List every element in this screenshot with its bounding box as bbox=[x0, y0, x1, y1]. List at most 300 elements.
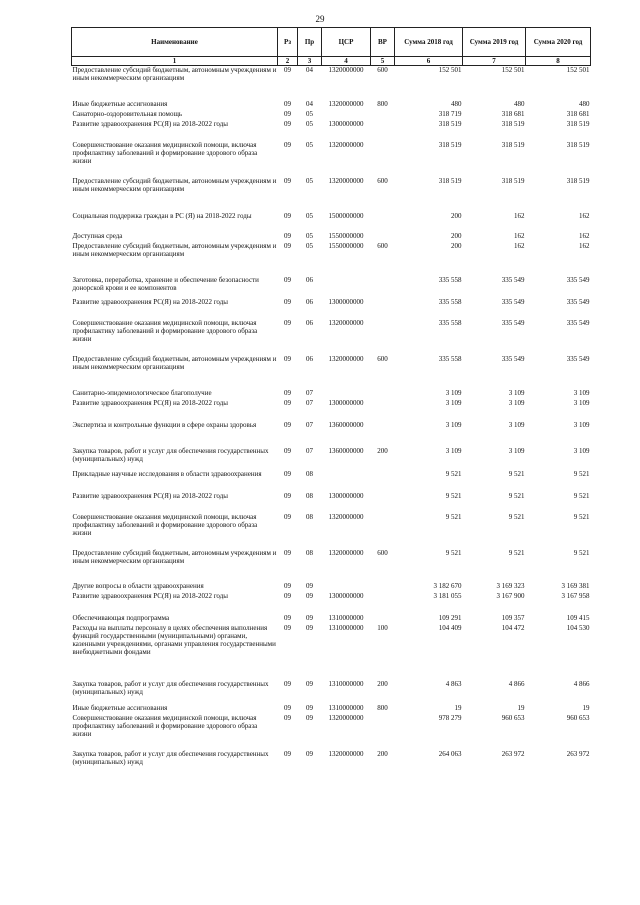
row-spacer bbox=[72, 542, 591, 549]
row-sum-2020: 263 972 bbox=[566, 750, 590, 758]
row-pr: 07 bbox=[306, 421, 313, 429]
table-row bbox=[72, 750, 591, 770]
row-csr: 1360000000 bbox=[328, 421, 364, 429]
table-row bbox=[72, 212, 591, 232]
table-row bbox=[72, 389, 591, 399]
row-sum-2020: 162 bbox=[579, 242, 590, 250]
row-name: Иные бюджетные ассигнования bbox=[72, 100, 168, 108]
row-rz: 09 bbox=[284, 298, 291, 306]
table-row bbox=[72, 492, 591, 502]
row-vr bbox=[371, 110, 395, 120]
row-sum-2020: 109 415 bbox=[566, 614, 590, 622]
row-csr: 1320000000 bbox=[328, 319, 364, 327]
row-sum-2019: 4 866 bbox=[508, 680, 525, 688]
row-pr: 09 bbox=[306, 680, 313, 688]
row-name: Предоставление субсидий бюджетным, автономным учреждениям и иным некоммерческим организациям bbox=[72, 66, 277, 82]
row-sum-2019: 318 519 bbox=[501, 177, 525, 185]
row-rz: 09 bbox=[284, 399, 291, 407]
row-spacer bbox=[72, 673, 591, 680]
row-sum-2019: 480 bbox=[514, 100, 525, 108]
row-csr: 1320000000 bbox=[328, 355, 364, 363]
row-sum-2019: 9 521 bbox=[508, 513, 525, 521]
row-sum-2020: 3 167 958 bbox=[561, 592, 590, 600]
row-csr: 1300000000 bbox=[328, 592, 364, 600]
row-sum-2020: 3 109 bbox=[573, 421, 590, 429]
row-sum-2018: 9 521 bbox=[445, 492, 462, 500]
row-sum-2020: 318 519 bbox=[566, 120, 590, 128]
column-number: 8 bbox=[526, 57, 591, 66]
row-vr bbox=[371, 120, 395, 130]
row-spacer bbox=[72, 602, 591, 614]
row-csr: 1360000000 bbox=[328, 447, 364, 455]
row-sum-2020: 9 521 bbox=[573, 470, 590, 478]
row-vr: 800 bbox=[377, 100, 388, 108]
row-vr: 600 bbox=[377, 177, 388, 185]
row-sum-2019: 162 bbox=[514, 232, 525, 240]
row-sum-2019: 318 519 bbox=[501, 120, 525, 128]
row-rz: 09 bbox=[284, 177, 291, 185]
row-sum-2019: 960 653 bbox=[501, 714, 525, 722]
row-sum-2020: 3 109 bbox=[573, 447, 590, 455]
row-pr: 07 bbox=[306, 399, 313, 407]
row-sum-2019: 162 bbox=[514, 242, 525, 250]
row-spacer bbox=[72, 569, 591, 582]
header-csr: ЦСР bbox=[322, 28, 371, 57]
row-sum-2019: 19 bbox=[517, 704, 525, 712]
budget-table bbox=[71, 27, 591, 770]
row-csr: 1320000000 bbox=[328, 714, 364, 722]
row-sum-2020: 335 549 bbox=[566, 298, 590, 306]
row-pr: 05 bbox=[306, 242, 313, 250]
row-sum-2018: 335 558 bbox=[438, 319, 462, 327]
row-pr: 05 bbox=[306, 120, 313, 128]
table-row bbox=[72, 680, 591, 700]
row-sum-2018: 4 863 bbox=[445, 680, 462, 688]
row-rz: 09 bbox=[284, 614, 291, 622]
row-csr bbox=[322, 470, 371, 490]
row-sum-2019: 263 972 bbox=[501, 750, 525, 758]
row-name: Доступная среда bbox=[72, 232, 123, 240]
spacer-cell bbox=[72, 569, 591, 582]
row-csr: 1320000000 bbox=[328, 750, 364, 758]
header-name: Наименование bbox=[72, 28, 278, 57]
row-rz: 09 bbox=[284, 389, 291, 397]
row-sum-2020: 9 521 bbox=[573, 549, 590, 557]
row-pr: 09 bbox=[306, 582, 313, 590]
row-sum-2019: 9 521 bbox=[508, 470, 525, 478]
row-sum-2019: 335 549 bbox=[501, 355, 525, 363]
row-vr bbox=[371, 399, 395, 409]
table-row bbox=[72, 276, 591, 296]
row-name: Совершенствование оказания медицинской помощи, включая профилактику заболеваний и формирование здорового образа жизни bbox=[72, 513, 258, 537]
row-pr: 05 bbox=[306, 141, 313, 149]
row-pr: 05 bbox=[306, 232, 313, 240]
row-sum-2018: 264 063 bbox=[438, 750, 462, 758]
row-vr: 600 bbox=[377, 242, 388, 250]
spacer-cell bbox=[72, 348, 591, 355]
row-vr bbox=[371, 492, 395, 502]
row-csr: 1300000000 bbox=[328, 399, 364, 407]
row-sum-2018: 318 519 bbox=[438, 141, 462, 149]
row-sum-2018: 3 109 bbox=[445, 421, 462, 429]
row-spacer bbox=[72, 262, 591, 276]
spacer-cell bbox=[72, 409, 591, 421]
row-csr: 1300000000 bbox=[328, 120, 364, 128]
header-row bbox=[72, 28, 591, 57]
column-number: 1 bbox=[72, 57, 278, 66]
row-sum-2018: 152 501 bbox=[438, 66, 462, 74]
header-vr: ВР bbox=[371, 28, 395, 57]
row-vr: 600 bbox=[377, 66, 388, 74]
page-number: 29 bbox=[315, 14, 325, 24]
row-sum-2019: 3 169 323 bbox=[496, 582, 525, 590]
row-sum-2018: 335 558 bbox=[438, 276, 462, 284]
row-sum-2018: 3 109 bbox=[445, 389, 462, 397]
row-csr: 1320000000 bbox=[328, 141, 364, 149]
header-pr: Пр bbox=[298, 28, 322, 57]
row-rz: 09 bbox=[284, 750, 291, 758]
row-csr: 1500000000 bbox=[328, 212, 364, 220]
row-sum-2019: 104 472 bbox=[501, 624, 525, 632]
row-rz: 09 bbox=[284, 141, 291, 149]
row-csr bbox=[322, 582, 371, 592]
row-pr: 09 bbox=[306, 624, 313, 632]
row-name: Расходы на выплаты персоналу в целях обеспечения выполнения функций государственными (муниципальными) органами, казенными учреждениями, органами управления государственными внебюджетными фондами bbox=[72, 624, 276, 656]
row-name: Предоставление субсидий бюджетным, автономным учреждениям и иным некоммерческим организациям bbox=[72, 177, 277, 193]
table-row bbox=[72, 355, 591, 375]
row-vr: 200 bbox=[377, 680, 388, 688]
row-sum-2018: 335 558 bbox=[438, 298, 462, 306]
row-name: Развитие здравоохранения РС(Я) на 2018-2022 годы bbox=[72, 492, 228, 500]
table-row bbox=[72, 470, 591, 490]
spacer-cell bbox=[72, 130, 591, 141]
row-sum-2020: 480 bbox=[579, 100, 590, 108]
row-sum-2020: 335 549 bbox=[566, 276, 590, 284]
column-number: 3 bbox=[298, 57, 322, 66]
column-number: 4 bbox=[322, 57, 371, 66]
table-row bbox=[72, 110, 591, 120]
row-csr: 1320000000 bbox=[328, 549, 364, 557]
row-rz: 09 bbox=[284, 549, 291, 557]
row-vr bbox=[371, 298, 395, 308]
table-row bbox=[72, 704, 591, 714]
row-csr: 1550000000 bbox=[328, 242, 364, 250]
row-pr: 04 bbox=[306, 66, 313, 74]
row-sum-2020: 152 501 bbox=[566, 66, 590, 74]
row-sum-2019: 9 521 bbox=[508, 492, 525, 500]
row-vr bbox=[371, 212, 395, 232]
row-sum-2018: 19 bbox=[454, 704, 462, 712]
table-row bbox=[72, 714, 591, 743]
table-row bbox=[72, 582, 591, 592]
row-spacer bbox=[72, 170, 591, 177]
row-name: Прикладные научные исследования в области здравоохранения bbox=[72, 470, 262, 478]
row-csr: 1300000000 bbox=[328, 298, 364, 306]
row-pr: 09 bbox=[306, 592, 313, 600]
row-sum-2018: 109 291 bbox=[438, 614, 462, 622]
row-name: Развитие здравоохранения РС(Я) на 2018-2022 годы bbox=[72, 592, 228, 600]
row-name: Развитие здравоохранения РС(Я) на 2018-2022 годы bbox=[72, 120, 228, 128]
row-sum-2019: 3 109 bbox=[508, 421, 525, 429]
spacer-cell bbox=[72, 673, 591, 680]
row-rz: 09 bbox=[284, 680, 291, 688]
row-pr: 05 bbox=[306, 177, 313, 185]
row-spacer bbox=[72, 130, 591, 141]
table-row bbox=[72, 242, 591, 262]
row-sum-2018: 318 719 bbox=[438, 110, 462, 118]
row-csr: 1310000000 bbox=[328, 704, 364, 712]
row-vr bbox=[371, 389, 395, 399]
row-sum-2018: 318 519 bbox=[438, 177, 462, 185]
row-rz: 09 bbox=[284, 276, 291, 284]
row-spacer bbox=[72, 409, 591, 421]
row-rz: 09 bbox=[284, 242, 291, 250]
row-sum-2018: 318 519 bbox=[438, 120, 462, 128]
row-vr bbox=[371, 614, 395, 624]
row-vr bbox=[371, 141, 395, 170]
row-csr: 1550000000 bbox=[328, 232, 364, 240]
row-sum-2018: 200 bbox=[451, 242, 462, 250]
row-spacer bbox=[72, 375, 591, 389]
row-sum-2020: 3 109 bbox=[573, 399, 590, 407]
spacer-cell bbox=[72, 308, 591, 319]
row-sum-2019: 3 167 900 bbox=[496, 592, 525, 600]
table-row bbox=[72, 399, 591, 409]
row-vr bbox=[371, 513, 395, 542]
row-spacer bbox=[72, 308, 591, 319]
row-name: Совершенствование оказания медицинской помощи, включая профилактику заболеваний и формирование здорового образа жизни bbox=[72, 319, 258, 343]
row-sum-2020: 318 519 bbox=[566, 141, 590, 149]
row-pr: 08 bbox=[306, 492, 313, 500]
row-name: Санаторно-оздоровительная помощь bbox=[72, 110, 183, 118]
row-csr: 1320000000 bbox=[328, 177, 364, 185]
row-sum-2020: 104 530 bbox=[566, 624, 590, 632]
table-row bbox=[72, 319, 591, 348]
row-csr: 1310000000 bbox=[328, 614, 364, 622]
row-sum-2018: 104 409 bbox=[438, 624, 462, 632]
row-rz: 09 bbox=[284, 100, 291, 108]
row-csr: 1320000000 bbox=[328, 513, 364, 521]
row-rz: 09 bbox=[284, 470, 291, 478]
row-spacer bbox=[72, 348, 591, 355]
row-vr: 200 bbox=[377, 750, 388, 758]
row-pr: 08 bbox=[306, 549, 313, 557]
row-pr: 09 bbox=[306, 750, 313, 758]
spacer-cell bbox=[72, 602, 591, 614]
column-number: 5 bbox=[371, 57, 395, 66]
row-sum-2018: 335 558 bbox=[438, 355, 462, 363]
row-vr bbox=[371, 276, 395, 296]
row-name: Предоставление субсидий бюджетным, автономным учреждениям и иным некоммерческим организациям bbox=[72, 242, 277, 258]
row-name: Развитие здравоохранения РС(Я) на 2018-2022 годы bbox=[72, 298, 228, 306]
row-sum-2019: 3 109 bbox=[508, 389, 525, 397]
row-pr: 08 bbox=[306, 470, 313, 478]
row-pr: 06 bbox=[306, 319, 313, 327]
row-name: Закупка товаров, работ и услуг для обеспечения государственных (муниципальных) нужд bbox=[72, 750, 269, 766]
row-name: Развитие здравоохранения РС(Я) на 2018-2022 годы bbox=[72, 399, 228, 407]
header-rz: Рз bbox=[278, 28, 298, 57]
row-sum-2020: 19 bbox=[582, 704, 590, 712]
row-sum-2018: 200 bbox=[451, 212, 462, 220]
header-sum-2020: Сумма 2020 год bbox=[526, 28, 591, 57]
row-sum-2018: 3 181 055 bbox=[433, 592, 462, 600]
row-rz: 09 bbox=[284, 355, 291, 363]
row-sum-2020: 9 521 bbox=[573, 492, 590, 500]
row-rz: 09 bbox=[284, 624, 291, 632]
row-pr: 06 bbox=[306, 355, 313, 363]
row-pr: 07 bbox=[306, 447, 313, 455]
row-csr bbox=[322, 110, 371, 120]
table-row bbox=[72, 614, 591, 624]
row-sum-2020: 4 866 bbox=[573, 680, 590, 688]
table-row bbox=[72, 513, 591, 542]
row-name: Санитарно-эпидемиологическое благополучие bbox=[72, 389, 212, 397]
row-name: Заготовка, переработка, хранение и обеспечение безопасности донорской крови и ее компонентов bbox=[72, 276, 259, 292]
row-rz: 09 bbox=[284, 110, 291, 118]
row-pr: 04 bbox=[306, 100, 313, 108]
row-sum-2020: 162 bbox=[579, 212, 590, 220]
row-csr: 1320000000 bbox=[328, 100, 364, 108]
row-vr bbox=[371, 470, 395, 490]
row-csr: 1310000000 bbox=[328, 680, 364, 688]
row-spacer bbox=[72, 197, 591, 212]
row-sum-2018: 200 bbox=[451, 232, 462, 240]
row-sum-2018: 9 521 bbox=[445, 470, 462, 478]
row-pr: 09 bbox=[306, 714, 313, 722]
row-name: Другие вопросы в области здравоохранения bbox=[72, 582, 204, 590]
row-name: Иные бюджетные ассигнования bbox=[72, 704, 168, 712]
column-number-row bbox=[72, 57, 591, 66]
table-row bbox=[72, 549, 591, 569]
table-row bbox=[72, 66, 591, 87]
row-name: Совершенствование оказания медицинской помощи, включая профилактику заболеваний и формирование здорового образа жизни bbox=[72, 714, 258, 738]
table-row bbox=[72, 141, 591, 170]
row-pr: 05 bbox=[306, 110, 313, 118]
row-spacer bbox=[72, 743, 591, 750]
row-rz: 09 bbox=[284, 492, 291, 500]
row-sum-2020: 162 bbox=[579, 232, 590, 240]
row-vr: 100 bbox=[377, 624, 388, 632]
row-vr bbox=[371, 319, 395, 348]
spacer-cell bbox=[72, 170, 591, 177]
table-row bbox=[72, 177, 591, 197]
row-rz: 09 bbox=[284, 66, 291, 74]
row-pr: 09 bbox=[306, 614, 313, 622]
row-rz: 09 bbox=[284, 582, 291, 590]
row-sum-2020: 3 109 bbox=[573, 389, 590, 397]
row-name: Обеспечивающая подпрограмма bbox=[72, 614, 170, 622]
row-csr bbox=[322, 276, 371, 296]
row-vr bbox=[371, 714, 395, 743]
row-rz: 09 bbox=[284, 232, 291, 240]
row-spacer bbox=[72, 86, 591, 100]
row-sum-2020: 318 519 bbox=[566, 177, 590, 185]
table-row bbox=[72, 421, 591, 441]
row-vr bbox=[371, 232, 395, 242]
row-sum-2019: 3 109 bbox=[508, 399, 525, 407]
row-sum-2019: 318 681 bbox=[501, 110, 525, 118]
row-rz: 09 bbox=[284, 212, 291, 220]
row-sum-2020: 335 549 bbox=[566, 355, 590, 363]
row-name: Предоставление субсидий бюджетным, автономным учреждениям и иным некоммерческим организациям bbox=[72, 355, 277, 371]
row-name: Закупка товаров, работ и услуг для обеспечения государственных (муниципальных) нужд bbox=[72, 680, 269, 696]
row-sum-2018: 3 109 bbox=[445, 447, 462, 455]
row-pr: 08 bbox=[306, 513, 313, 521]
row-sum-2020: 960 653 bbox=[566, 714, 590, 722]
table-row bbox=[72, 120, 591, 130]
row-sum-2019: 335 549 bbox=[501, 276, 525, 284]
spacer-cell bbox=[72, 542, 591, 549]
row-sum-2020: 318 681 bbox=[566, 110, 590, 118]
row-rz: 09 bbox=[284, 592, 291, 600]
row-csr: 1310000000 bbox=[328, 624, 364, 632]
row-vr: 800 bbox=[377, 704, 388, 712]
row-vr bbox=[371, 592, 395, 602]
row-rz: 09 bbox=[284, 714, 291, 722]
column-number: 7 bbox=[463, 57, 526, 66]
row-sum-2018: 480 bbox=[451, 100, 462, 108]
spacer-cell bbox=[72, 197, 591, 212]
row-csr bbox=[322, 389, 371, 399]
row-sum-2018: 3 109 bbox=[445, 399, 462, 407]
spacer-cell bbox=[72, 262, 591, 276]
row-vr bbox=[371, 421, 395, 441]
spacer-cell bbox=[72, 743, 591, 750]
table-body bbox=[72, 66, 591, 771]
row-pr: 05 bbox=[306, 212, 313, 220]
row-sum-2019: 109 357 bbox=[501, 614, 525, 622]
row-spacer bbox=[72, 502, 591, 513]
row-sum-2018: 3 182 670 bbox=[433, 582, 462, 590]
spacer-cell bbox=[72, 375, 591, 389]
row-pr: 06 bbox=[306, 276, 313, 284]
row-sum-2019: 335 549 bbox=[501, 298, 525, 306]
row-rz: 09 bbox=[284, 513, 291, 521]
table-row bbox=[72, 100, 591, 110]
row-sum-2018: 9 521 bbox=[445, 513, 462, 521]
table-row bbox=[72, 592, 591, 602]
row-pr: 09 bbox=[306, 704, 313, 712]
table-row bbox=[72, 447, 591, 467]
header-sum-2019: Сумма 2019 год bbox=[463, 28, 526, 57]
row-sum-2020: 9 521 bbox=[573, 513, 590, 521]
row-sum-2019: 335 549 bbox=[501, 319, 525, 327]
spacer-cell bbox=[72, 502, 591, 513]
row-vr: 600 bbox=[377, 355, 388, 363]
row-rz: 09 bbox=[284, 421, 291, 429]
row-sum-2019: 3 109 bbox=[508, 447, 525, 455]
row-csr: 1320000000 bbox=[328, 66, 364, 74]
row-sum-2019: 9 521 bbox=[508, 549, 525, 557]
row-sum-2019: 162 bbox=[514, 212, 525, 220]
row-sum-2020: 335 549 bbox=[566, 319, 590, 327]
table-row bbox=[72, 232, 591, 242]
row-rz: 09 bbox=[284, 120, 291, 128]
row-rz: 09 bbox=[284, 447, 291, 455]
row-sum-2020: 3 169 381 bbox=[561, 582, 590, 590]
header-sum-2018: Сумма 2018 год bbox=[395, 28, 463, 57]
table-row bbox=[72, 298, 591, 308]
row-name: Предоставление субсидий бюджетным, автономным учреждениям и иным некоммерческим организациям bbox=[72, 549, 277, 565]
row-pr: 07 bbox=[306, 389, 313, 397]
row-vr bbox=[371, 582, 395, 592]
row-sum-2018: 9 521 bbox=[445, 549, 462, 557]
row-csr: 1300000000 bbox=[328, 492, 364, 500]
row-pr: 06 bbox=[306, 298, 313, 306]
row-name: Закупка товаров, работ и услуг для обеспечения государственных (муниципальных) нужд bbox=[72, 447, 269, 463]
row-sum-2019: 318 519 bbox=[501, 141, 525, 149]
row-sum-2018: 978 279 bbox=[438, 714, 462, 722]
